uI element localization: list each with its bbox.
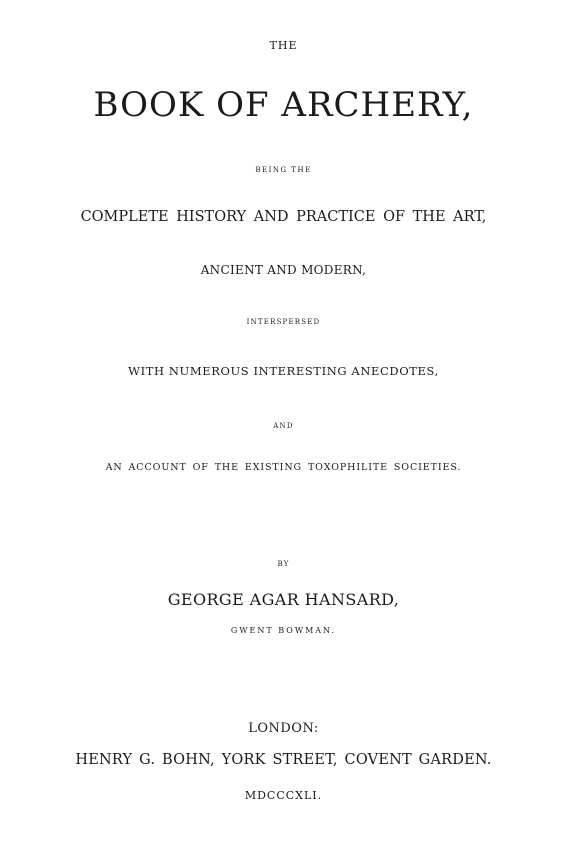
publisher-line: HENRY G. BOHN, YORK STREET, COVENT GARDEN. bbox=[75, 752, 492, 768]
anecdotes-line: WITH NUMEROUS INTERESTING ANECDOTES, bbox=[128, 364, 439, 378]
author-title: GWENT BOWMAN. bbox=[230, 626, 337, 635]
being-the-text: BEING THE bbox=[255, 166, 312, 174]
book-title: BOOK OF ARCHERY, bbox=[93, 85, 474, 125]
author-name: GEORGE AGAR HANSARD, bbox=[167, 590, 400, 609]
subtitle-line-2: ANCIENT AND MODERN, bbox=[200, 263, 367, 277]
title-prefix: THE bbox=[269, 39, 298, 52]
and-text: AND bbox=[273, 422, 294, 430]
subtitle-line: COMPLETE HISTORY AND PRACTICE OF THE ART, bbox=[80, 209, 487, 225]
by-text: BY bbox=[277, 560, 290, 568]
account-line: AN ACCOUNT OF THE EXISTING TOXOPHILITE SOCIETIES. bbox=[105, 462, 462, 473]
publication-year: MDCCCXLI. bbox=[244, 789, 323, 802]
interspersed-text: INTERSPERSED bbox=[246, 318, 321, 326]
publication-place: LONDON: bbox=[248, 721, 319, 736]
